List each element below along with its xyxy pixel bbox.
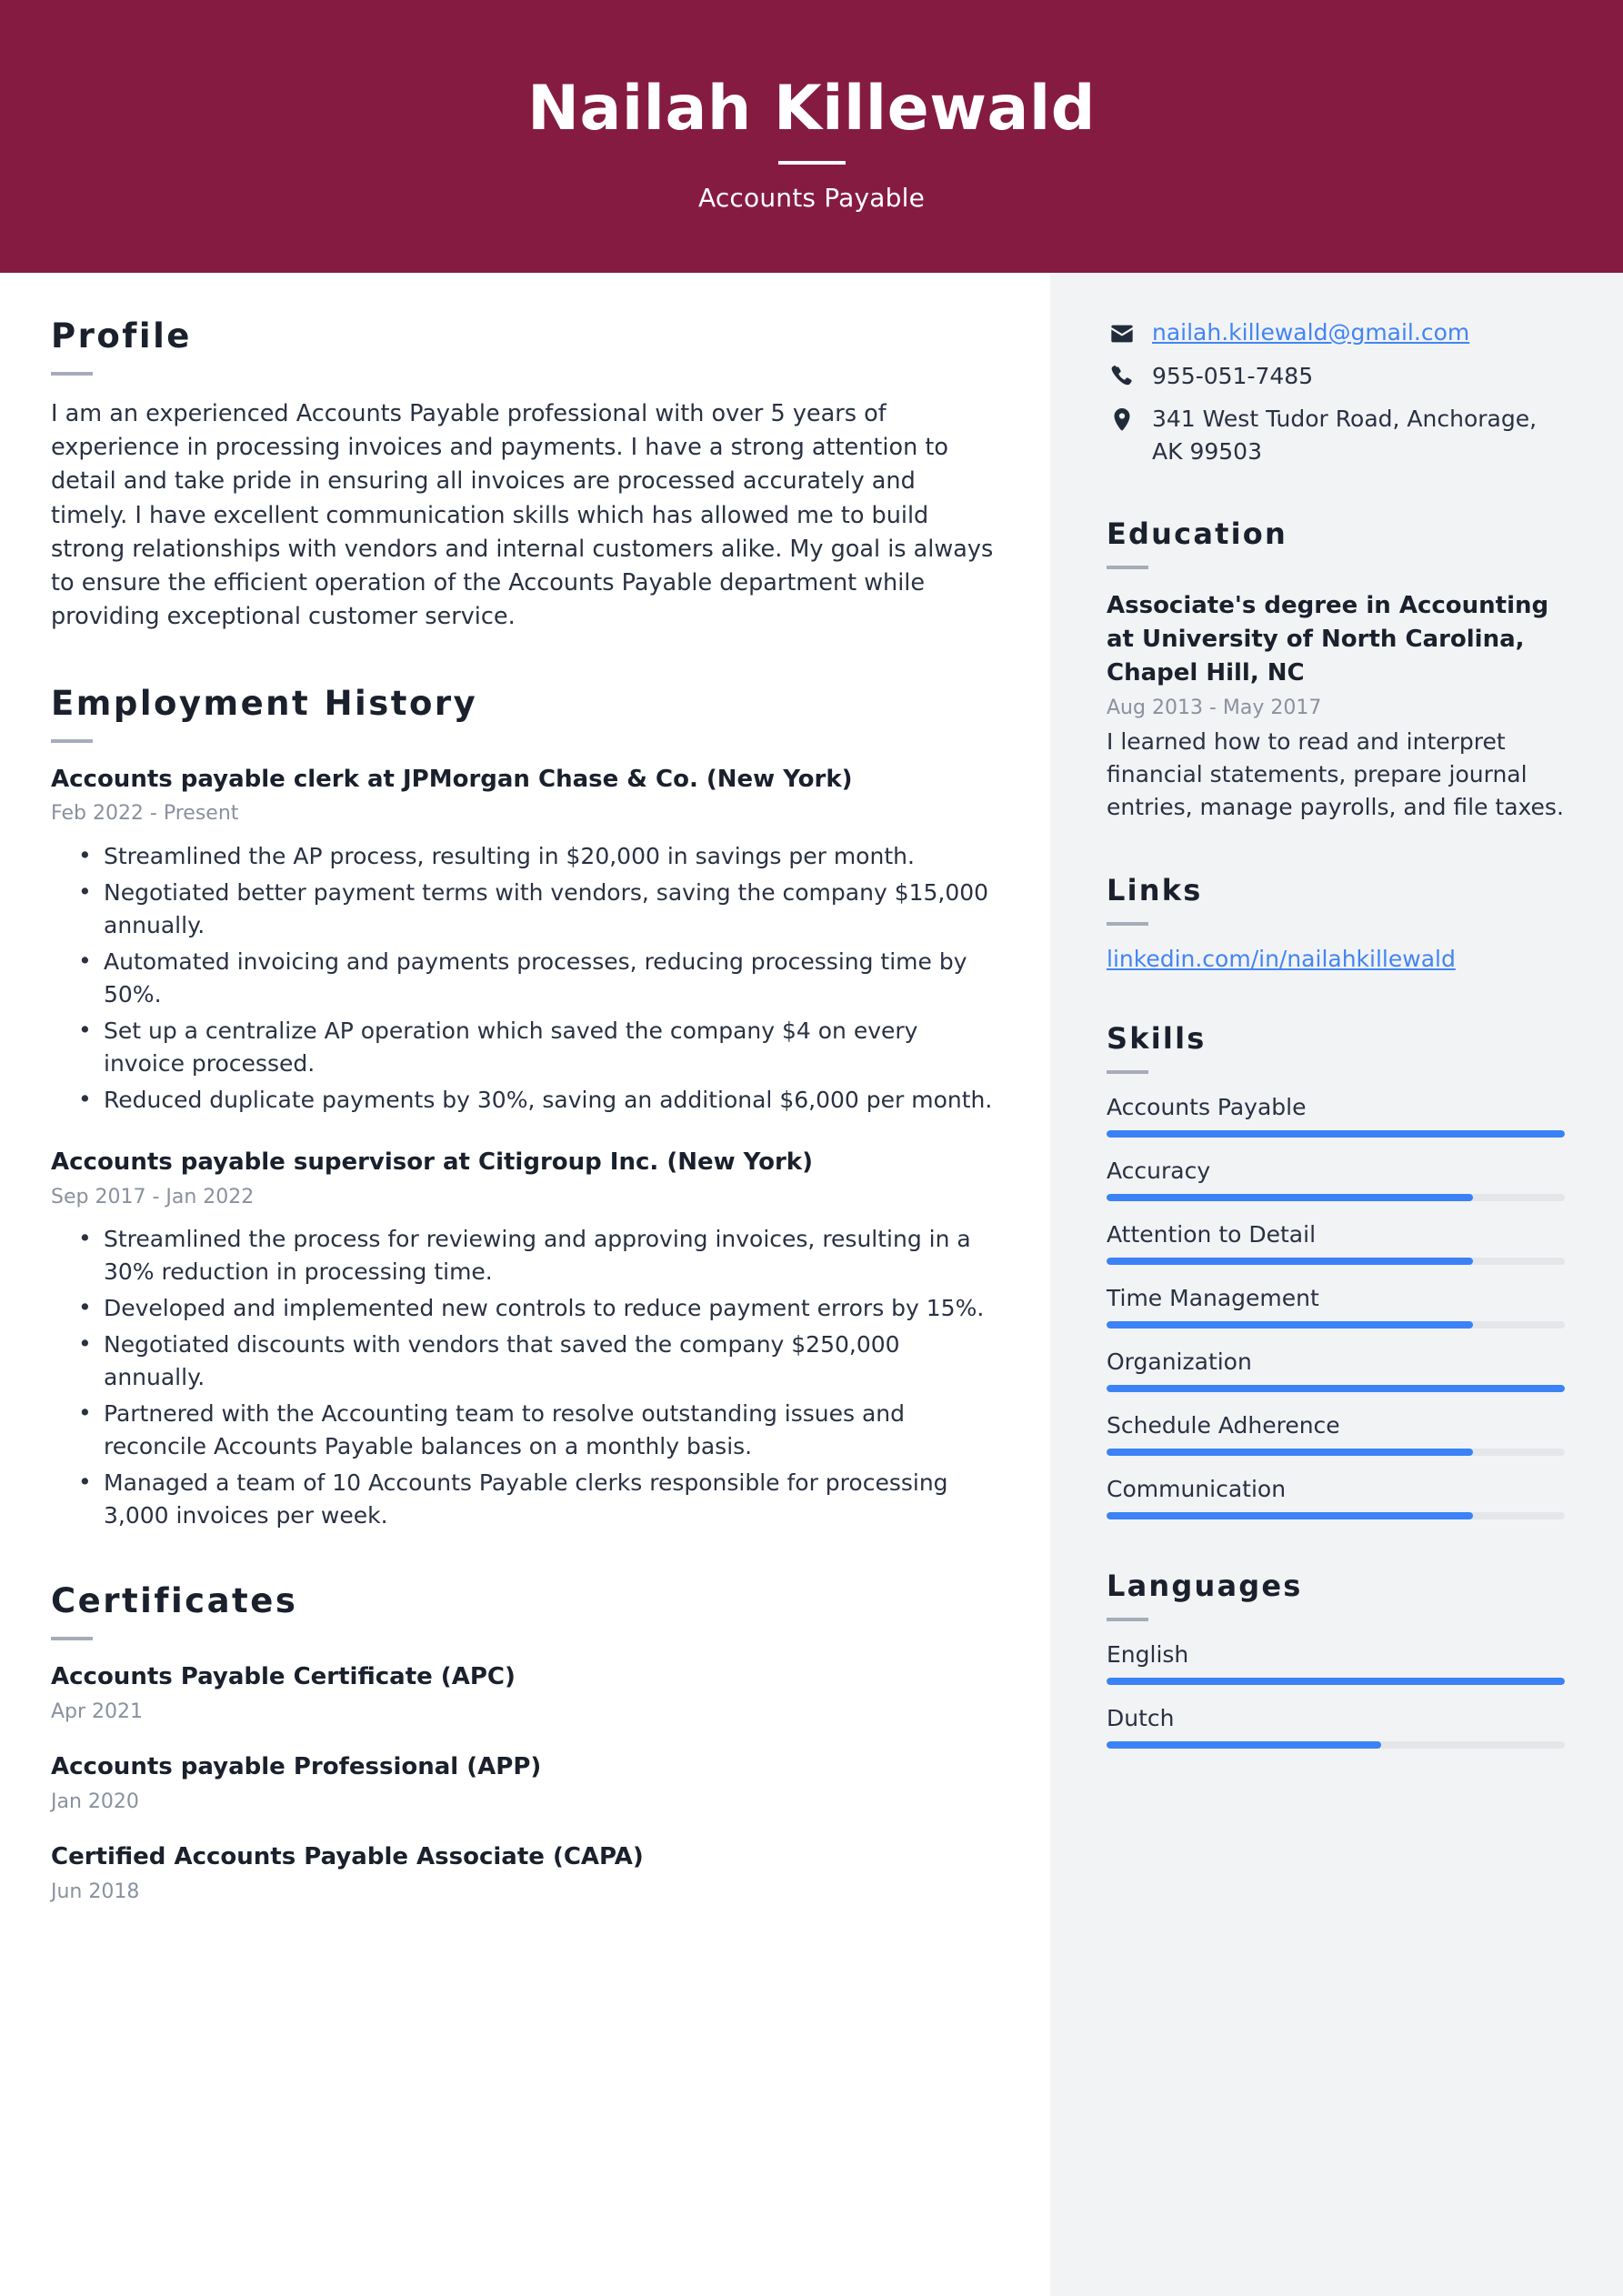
section-divider <box>1107 1070 1148 1074</box>
phone-number: 955-051-7485 <box>1152 362 1314 389</box>
job-date: Feb 2022 - Present <box>51 802 239 826</box>
skill-item <box>1107 1349 1565 1392</box>
languages-heading: Languages <box>1107 1568 1303 1603</box>
employment-entry <box>51 765 999 1117</box>
skill-item <box>1107 1476 1565 1519</box>
email-address[interactable]: nailah.killewald@gmail.com <box>1152 319 1470 346</box>
skill-bar-fill <box>1107 1194 1473 1201</box>
skill-bar-fill <box>1107 1130 1565 1138</box>
language-bar-track <box>1107 1741 1565 1749</box>
section-divider <box>51 1637 93 1640</box>
page-title: Nailah Killewald <box>527 72 1096 145</box>
job-bullet: • Set up a centralize AP operation which saved the company $4 on every invoice processed. <box>104 1015 999 1080</box>
language-item <box>1107 1641 1565 1685</box>
street-address: 341 West Tudor Road, Anchorage, AK 99503 <box>1152 406 1538 465</box>
skill-bar-fill <box>1107 1385 1565 1392</box>
skill-bar-track <box>1107 1449 1565 1456</box>
language-bar-track <box>1107 1678 1565 1685</box>
certificate-date: Jan 2020 <box>51 1790 139 1813</box>
skill-bar-fill <box>1107 1258 1473 1265</box>
section-divider <box>1107 922 1148 926</box>
skill-item <box>1107 1221 1565 1265</box>
contact-item-address <box>1107 403 1565 467</box>
education-description: I learned how to read and interpret financial statements, prepare journal entries, manage payrolls, and file taxes. <box>1107 727 1564 820</box>
header-job-title: Accounts Payable <box>697 183 926 214</box>
certificate-title: Accounts Payable Certificate (APC) <box>51 1663 516 1691</box>
section-divider <box>1107 566 1148 569</box>
employment-entry <box>51 1148 999 1532</box>
section-divider <box>51 372 93 376</box>
education-degree: Associate's degree in Accounting at University of North Carolina, Chapel Hill, NC <box>1107 592 1549 687</box>
job-bullet: • Negotiated discounts with vendors that saved the company $250,000 annually. <box>104 1328 999 1394</box>
skill-item <box>1107 1285 1565 1328</box>
skill-bar-fill <box>1107 1512 1473 1519</box>
employment-section <box>51 684 999 1533</box>
skill-label: Organization <box>1107 1348 1252 1375</box>
language-label: Dutch <box>1107 1704 1175 1731</box>
section-divider <box>1107 1618 1148 1621</box>
certificate-date: Jun 2018 <box>51 1880 140 1903</box>
skills-section <box>1107 1021 1565 1519</box>
skill-bar-track <box>1107 1130 1565 1138</box>
certificate-date: Apr 2021 <box>51 1700 144 1724</box>
section-divider <box>51 739 93 743</box>
envelope-icon <box>1107 316 1137 346</box>
job-bullet: • Reduced duplicate payments by 30%, saving an additional $6,000 per month. <box>104 1084 999 1117</box>
certificates-section <box>51 1581 999 1902</box>
skill-item <box>1107 1094 1565 1138</box>
resume-body <box>0 273 1623 2296</box>
skill-bar-track <box>1107 1512 1565 1519</box>
education-section <box>1107 516 1565 824</box>
employment-heading: Employment History <box>51 683 478 723</box>
skill-bar-track <box>1107 1194 1565 1201</box>
header-divider <box>778 161 846 165</box>
profile-heading: Profile <box>51 316 192 356</box>
contact-item-phone <box>1107 360 1565 393</box>
job-date: Sep 2017 - Jan 2022 <box>51 1185 255 1208</box>
job-bullet: • Streamlined the process for reviewing and approving invoices, resulting in a 30% reduction in processing time. <box>104 1223 999 1288</box>
main-column <box>0 273 1050 2296</box>
job-title: Accounts payable supervisor at Citigroup Inc. (New York) <box>51 1148 813 1176</box>
skill-bar-fill <box>1107 1321 1473 1328</box>
education-date: Aug 2013 - May 2017 <box>1107 696 1322 719</box>
education-heading: Education <box>1107 516 1287 551</box>
job-bullet: • Negotiated better payment terms with vendors, saving the company $15,000 annually. <box>104 877 999 942</box>
contact-item-email[interactable] <box>1107 316 1565 349</box>
skill-item <box>1107 1158 1565 1201</box>
resume-header <box>0 0 1623 273</box>
skill-bar-track <box>1107 1321 1565 1328</box>
skill-label: Accounts Payable <box>1107 1093 1307 1120</box>
job-bullet-list <box>51 1223 999 1532</box>
job-bullet: • Partnered with the Accounting team to resolve outstanding issues and reconcile Accounts Payable balances on a monthly basis. <box>104 1398 999 1463</box>
links-section <box>1107 873 1565 972</box>
languages-section <box>1107 1569 1565 1749</box>
phone-icon <box>1107 360 1137 388</box>
profile-section <box>51 316 999 635</box>
links-heading: Links <box>1107 872 1203 907</box>
certificate-entry <box>51 1662 999 1723</box>
certificate-title: Certified Accounts Payable Associate (CAPA) <box>51 1842 644 1870</box>
job-bullet: • Automated invoicing and payments processes, reducing processing time by 50%. <box>104 946 999 1011</box>
job-bullet-list <box>51 840 999 1117</box>
skill-label: Schedule Adherence <box>1107 1411 1340 1439</box>
language-bar-fill <box>1107 1678 1565 1685</box>
sidebar-column <box>1050 273 1623 2296</box>
skill-label: Time Management <box>1107 1284 1319 1311</box>
job-bullet: • Streamlined the AP process, resulting in $20,000 in savings per month. <box>104 840 999 873</box>
skill-label: Communication <box>1107 1475 1287 1502</box>
skill-label: Attention to Detail <box>1107 1220 1317 1248</box>
skill-bar-fill <box>1107 1449 1473 1456</box>
skill-bar-track <box>1107 1258 1565 1265</box>
profile-text: I am an experienced Accounts Payable professional with over 5 years of experience in processing invoices and payments. I have a strong attention to detail and take pride in ensuring all invoices are processed accurately and timely. I have excellent communication skills which has allowed me to build strong relationships with vendors and internal customers alike. My goal is always to ensure the efficient operation of the Accounts Payable department while providing exceptional customer service. <box>51 400 994 631</box>
certificate-title: Accounts payable Professional (APP) <box>51 1753 542 1781</box>
certificate-entry <box>51 1842 999 1903</box>
language-bar-fill <box>1107 1741 1381 1749</box>
job-bullet: • Developed and implemented new controls to reduce payment errors by 15%. <box>104 1292 999 1325</box>
certificates-heading: Certificates <box>51 1581 298 1621</box>
skill-item <box>1107 1412 1565 1456</box>
skill-bar-track <box>1107 1385 1565 1392</box>
location-pin-icon <box>1107 403 1137 433</box>
job-bullet: • Managed a team of 10 Accounts Payable clerks responsible for processing 3,000 invoices per week. <box>104 1467 999 1532</box>
certificate-entry <box>51 1752 999 1813</box>
job-title: Accounts payable clerk at JPMorgan Chase & Co. (New York) <box>51 765 853 793</box>
skill-label: Accuracy <box>1107 1157 1211 1184</box>
language-label: English <box>1107 1640 1189 1668</box>
contact-list <box>1107 316 1565 467</box>
language-item <box>1107 1705 1565 1749</box>
skills-heading: Skills <box>1107 1020 1207 1056</box>
linkedin-link[interactable]: linkedin.com/in/nailahkillewald <box>1107 945 1456 972</box>
